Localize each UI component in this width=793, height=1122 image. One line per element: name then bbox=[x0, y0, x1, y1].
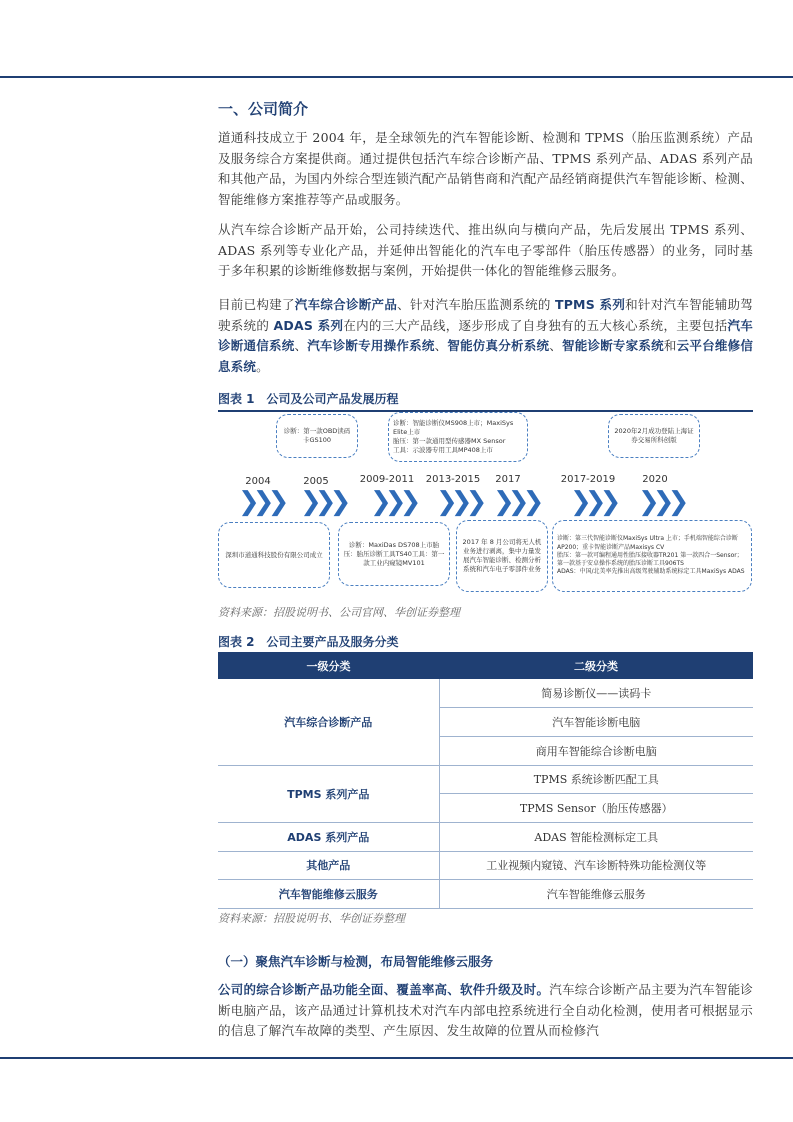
year-label: 2017-2019 bbox=[560, 474, 616, 485]
timeline-box-2009-2011: 诊断：MaxiDas DS708上市胎压：胎压诊断工具TS40工具：第一款工业内窥镜MV101 bbox=[338, 522, 450, 586]
category-cell: 汽车综合诊断产品 bbox=[218, 679, 439, 765]
subcategory-cell: TPMS Sensor（胎压传感器） bbox=[439, 794, 753, 823]
chevron-arrow-icon: ❯❯❯ bbox=[300, 487, 345, 517]
category-cell: 其他产品 bbox=[218, 851, 439, 880]
intro-paragraph-3: 目前已构建了汽车综合诊断产品、针对汽车胎压监测系统的 TPMS 系列和针对汽车智能辅助驾驶系统的 ADAS 系列在内的三大产品线，逐步形成了自身独有的五大核心系统，主要包括汽车诊断通信系统、汽车诊断专用操作系统、智能仿真分析系统、智能诊断专家系统和云平台维修信息系统。 bbox=[218, 297, 754, 374]
diagnosis-paragraph: 公司的综合诊断产品功能全面、覆盖率高、软件升级及时。汽车综合诊断产品主要为汽车智能诊断电脑产品，该产品通过计算机技术对汽车内部电控系统进行全自动化检测，使用者可根据显示的信息了解汽车故障的类型、产生原因、发生故障的位置从而检修汽 bbox=[218, 982, 754, 1038]
figure-2-source: 资料来源：招股说明书、华创证券整理 bbox=[218, 912, 405, 925]
product-classification-table bbox=[218, 652, 753, 909]
table-row bbox=[218, 679, 753, 708]
timeline-box-2013-2015: 2017 年 8 月公司将无人机业务进行剥离，集中力量发展汽车智能诊断、检测分析系统和汽车电子零部件业务 bbox=[456, 520, 548, 592]
development-timeline bbox=[218, 412, 753, 600]
year-label: 2004 bbox=[245, 476, 271, 487]
subcategory-cell: 商用车智能综合诊断电脑 bbox=[439, 736, 753, 765]
chevron-arrow-icon: ❯❯❯ bbox=[436, 487, 481, 517]
year-label: 2017 bbox=[495, 474, 521, 485]
subsection-title: （一）聚焦汽车诊断与检测，布局智能维修云服务 bbox=[218, 954, 494, 969]
timeline-box-2020: 2020年2月成功登陆上海证券交易所科创版 bbox=[608, 414, 700, 458]
figure-2-title: 图表 2 公司主要产品及服务分类 bbox=[218, 635, 399, 649]
chevron-arrow-icon: ❯❯❯ bbox=[370, 487, 415, 517]
chevron-arrow-icon: ❯❯❯ bbox=[638, 487, 683, 517]
timeline-box-2005: 诊断：第一款OBD读码卡GS100 bbox=[276, 414, 358, 458]
category-cell: TPMS 系列产品 bbox=[218, 765, 439, 822]
year-label: 2020 bbox=[642, 474, 668, 485]
timeline-box-2017-2019: 诊断：第三代智能诊断仪MaxiSys Ultra 上市；手机端智能综合诊断AP200；重卡智能诊断产品Maxisys CV 胎压：第一款可编程通用性胎压接收器TR201 第一款四合一Sensor；第一款基于安卓操作系统的胎压诊断工具906TS ADAS：中国/北美率先推出高级驾驶辅助系统标定工具MaxiSys ADAS bbox=[552, 520, 752, 592]
intro-paragraph-1: 道通科技成立于 2004 年，是全球领先的汽车智能诊断、检测和 TPMS（胎压监测系统）产品及服务综合方案提供商。通过提供包括汽车综合诊断产品、TPMS 系列产品、ADAS 系列产品和其他产品，为国内外综合型连锁汽配产品销售商和汽配产品经销商提供汽车智能诊断、检测、智能维修方案推荐等产品或服务。 bbox=[218, 130, 753, 207]
year-label: 2009-2011 bbox=[359, 474, 415, 485]
figure-1-title: 图表 1 公司及公司产品发展历程 bbox=[218, 390, 753, 412]
subcategory-cell: 简易诊断仪——读码卡 bbox=[439, 679, 753, 708]
table-header-level1: 一级分类 bbox=[218, 652, 439, 679]
section-title: 一、公司简介 bbox=[218, 100, 309, 118]
figure-1-source: 资料来源：招股说明书、公司官网、华创证券整理 bbox=[218, 606, 460, 619]
category-cell: 汽车智能维修云服务 bbox=[218, 880, 439, 909]
table-row bbox=[218, 851, 753, 880]
table-row bbox=[218, 822, 753, 851]
timeline-box-2004: 深圳市道通科技股份有限公司成立 bbox=[218, 522, 330, 588]
table-row bbox=[218, 880, 753, 909]
table-header-level2: 二级分类 bbox=[439, 652, 753, 679]
category-cell: ADAS 系列产品 bbox=[218, 822, 439, 851]
header-rule bbox=[0, 76, 793, 78]
intro-paragraph-2: 从汽车综合诊断产品开始，公司持续迭代、推出纵向与横向产品，先后发展出 TPMS 系列、ADAS 系列等专业化产品，并延伸出智能化的汽车电子零部件（胎压传感器）的业务，同时基于多年积累的诊断维修数据与案例，开始提供一体化的智能维修云服务。 bbox=[218, 222, 753, 278]
year-label: 2005 bbox=[303, 476, 329, 487]
subcategory-cell: TPMS 系统诊断匹配工具 bbox=[439, 765, 753, 794]
footer-rule bbox=[0, 1057, 793, 1059]
timeline-box-2017: 诊断：智能诊断仪MS908上市；MaxiSys Elite上市 胎压：第一款通用型传感器MX Sensor 工具：示波器专用工具MP408上市 bbox=[388, 412, 528, 462]
subcategory-cell: 汽车智能维修云服务 bbox=[439, 880, 753, 909]
subcategory-cell: 汽车智能诊断电脑 bbox=[439, 708, 753, 737]
chevron-arrow-icon: ❯❯❯ bbox=[570, 487, 615, 517]
subcategory-cell: ADAS 智能检测标定工具 bbox=[439, 822, 753, 851]
chevron-arrow-icon: ❯❯❯ bbox=[493, 487, 538, 517]
subcategory-cell: 工业视频内窥镜、汽车诊断特殊功能检测仪等 bbox=[439, 851, 753, 880]
table-row bbox=[218, 765, 753, 794]
year-label: 2013-2015 bbox=[425, 474, 481, 485]
chevron-arrow-icon: ❯❯❯ bbox=[238, 487, 283, 517]
